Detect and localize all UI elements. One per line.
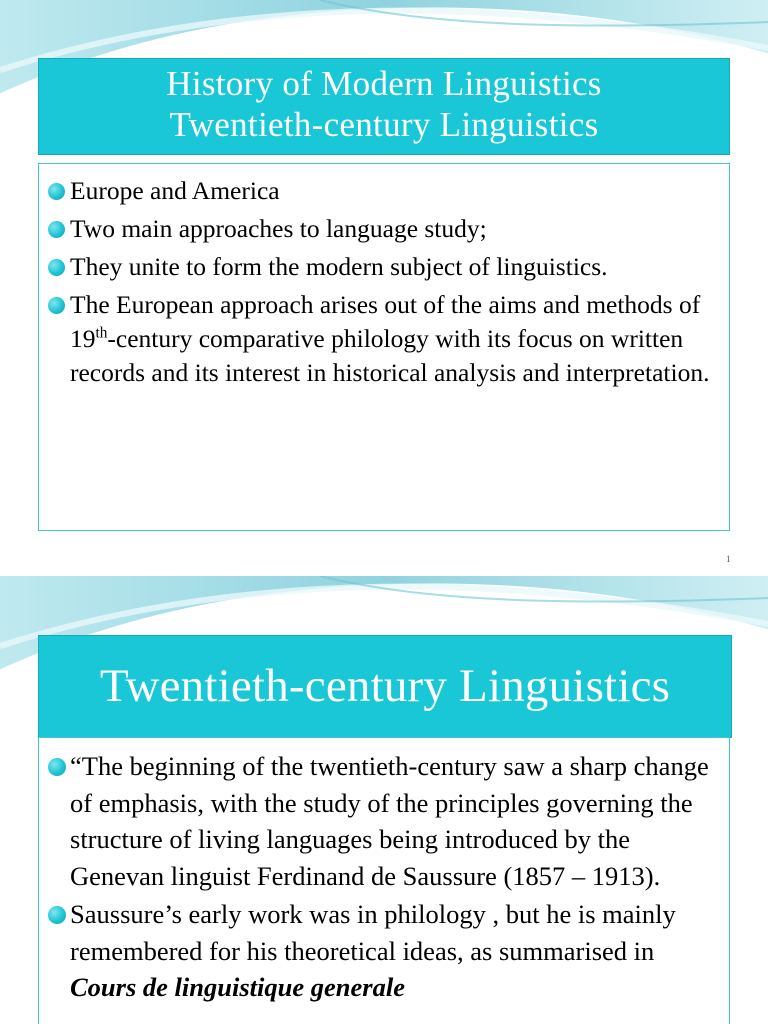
list-item	[39, 288, 729, 390]
bullet-dot-icon	[48, 906, 66, 924]
bullet-list	[39, 174, 729, 394]
bullet-dot-icon	[48, 758, 66, 776]
slide-title: Twentieth-century Linguistics	[38, 635, 732, 738]
bullet-text: Europe and America	[70, 176, 280, 205]
bullet-text: They unite to form the modern subject of linguistics.	[70, 252, 608, 281]
page-number: 1	[726, 554, 731, 564]
bullet-dot-icon	[48, 221, 65, 238]
bullet-text: “The beginning of the twentieth-century saw a sharp change of emphasis, with the study of the principles governing the structure of living languages being introduced by the Genevan linguist Ferdinand de Saussure (1857 – 1913).	[70, 751, 709, 891]
book-title-emphasis: Cours de linguistique generale	[70, 972, 405, 1002]
slide-title	[38, 58, 730, 155]
bullet-text: Two main approaches to language study;	[70, 214, 487, 243]
bullet-dot-icon	[48, 183, 65, 200]
bullet-dot-icon	[48, 259, 65, 276]
list-item	[39, 896, 729, 1006]
content-box	[38, 737, 730, 1024]
bullet-text: Saussure’s early work was in philology , but he is mainly remembered for his theoretical ideas, as summarised in	[70, 899, 676, 966]
content-box	[38, 163, 730, 531]
list-item	[39, 174, 729, 208]
bullet-text-after: -century comparative philology with its focus on written records and its interest in historical analysis and interpretation.	[70, 324, 710, 387]
bullet-dot-icon	[48, 297, 65, 314]
ordinal-superscript: th	[95, 324, 108, 342]
bullet-list	[39, 748, 729, 1008]
list-item	[39, 212, 729, 246]
slide-2	[0, 576, 768, 1024]
title-line-2: Twentieth-century Linguistics	[169, 105, 599, 144]
list-item	[39, 250, 729, 284]
title-line-1: History of Modern Linguistics	[166, 64, 602, 103]
bullet-text-before: The European approach arises out of the aims and methods of 19	[70, 290, 701, 353]
list-item	[39, 748, 729, 894]
